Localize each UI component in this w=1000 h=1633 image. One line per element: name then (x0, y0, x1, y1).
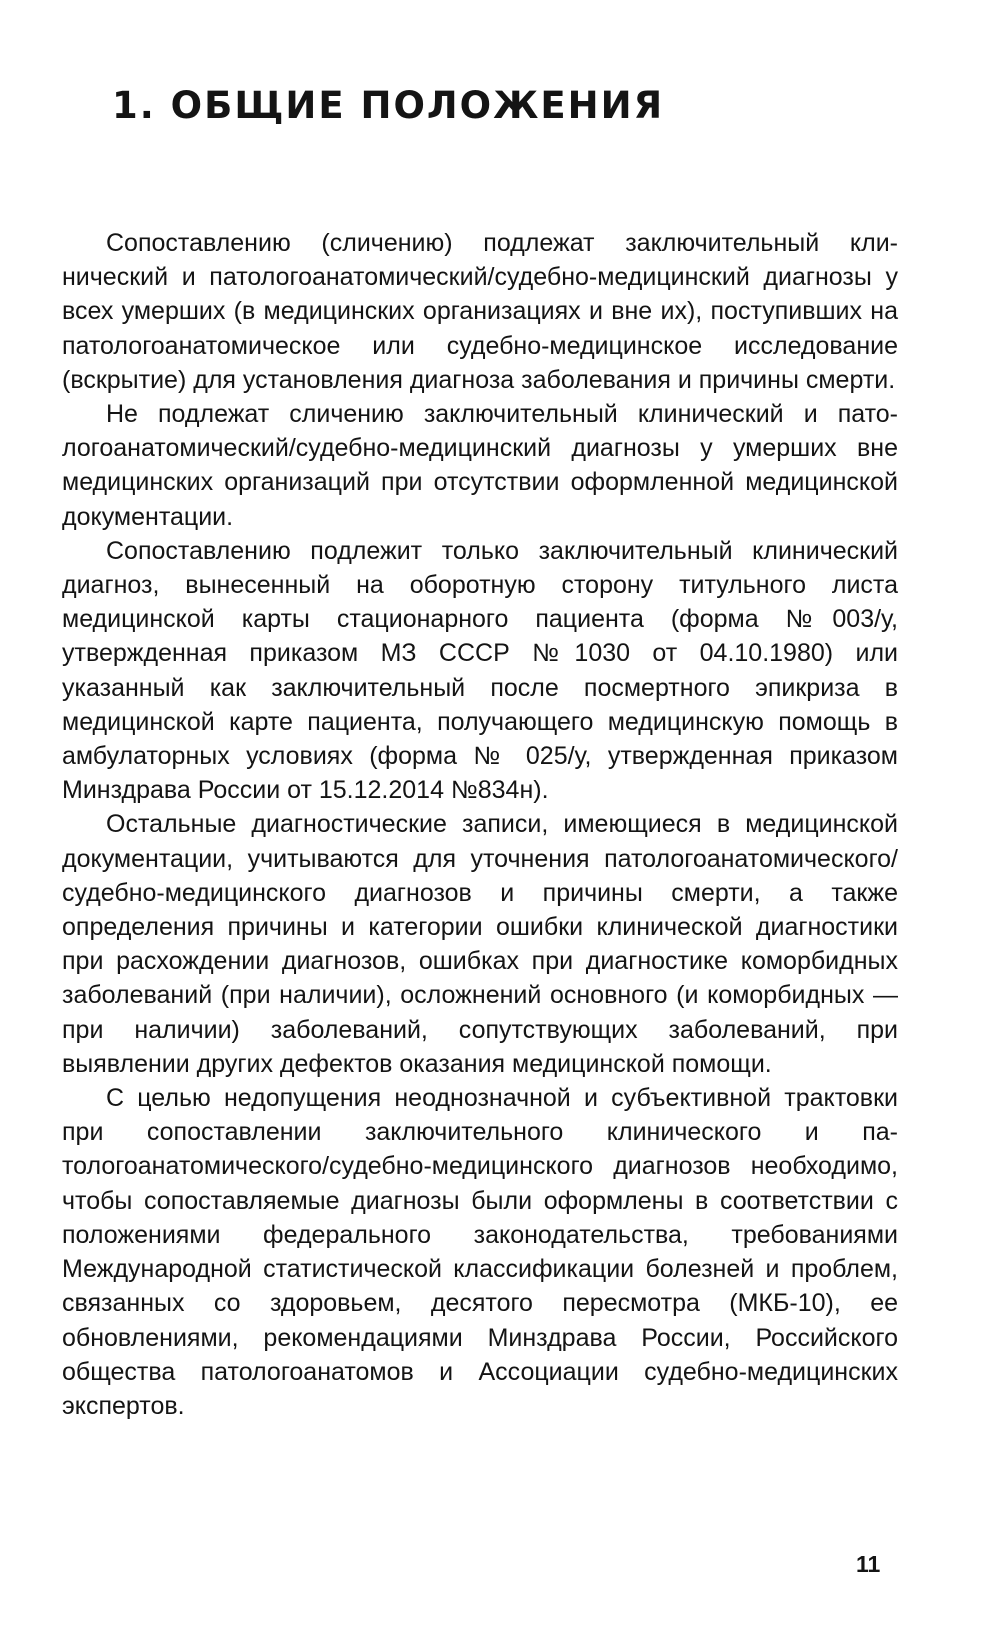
paragraph-1: Сопоставлению (сличению) подлежат заключительный клинический и патологоанатомический/судебно-медицинский диагнозы у всех умерших (в медицинских организациях и вне их), поступивших на патологоанатомическое или судебно-медицинское исследование (вскрытие) для установления диагноза заболевания и причины смерти. (62, 229, 898, 394)
paragraph-2: Не подлежат сличению заключительный клинический и патологоанатомический/судебно-медицинский диагнозы у умерших вне медицинских организаций при отсутствии оформленной медицинской документации. (62, 400, 898, 531)
paragraph-3: Сопоставлению подлежит только заключительный клинический диагноз, вынесенный на оборотную сторону титульного листа медицинской карты стационарного пациента (форма №003/у, утвержденная приказом МЗ СССР №1030 от 04.10.1980) или указанный как заключительный после посмертного эпикриза в медицинской карте пациента, получающего медицинскую помощь в амбулаторных условиях (форма № 025/у, утвержденная приказом Минздрава России от 15.12.2014 №834н). (62, 536, 898, 805)
page-number: 11 (856, 1551, 881, 1577)
paragraph-4: Остальные диагностические записи, имеющиеся в медицинской документации, учитываются для уточнения патологоанатомического/судебно-медицинского диагнозов и причины смерти, а также определения причины и категории ошибки клинической диагностики при расхождении диагнозов, ошибках при диагностике коморбидных заболеваний (при наличии), осложнений основного (и коморбидных — при наличии) заболеваний, сопутствующих заболеваний, при выявлении других дефектов оказания медицинской помощи. (62, 810, 898, 1078)
paragraph-5: С целью недопущения неоднозначной и субъективной трактовки при сопоставлении заключительного клинического и патологоанатомического/судебно-медицинского диагнозов необходимо, чтобы сопоставляемые диагнозы были оформлены в соответствии с положениями федерального законодательства, требованиями Международной статистической классификации болезней и проблем, связанных со здоровьем, десятого пересмотра (МКБ-10), ее обновлениями, рекомендациями Минздрава России, Российского общества патологоанатомов и Ассоциации судебно-медицинских экспертов. (62, 1084, 898, 1420)
section-heading: 1. ОБЩИЕ ПОЛОЖЕНИЯ (112, 84, 665, 127)
section-body (62, 226, 898, 1423)
